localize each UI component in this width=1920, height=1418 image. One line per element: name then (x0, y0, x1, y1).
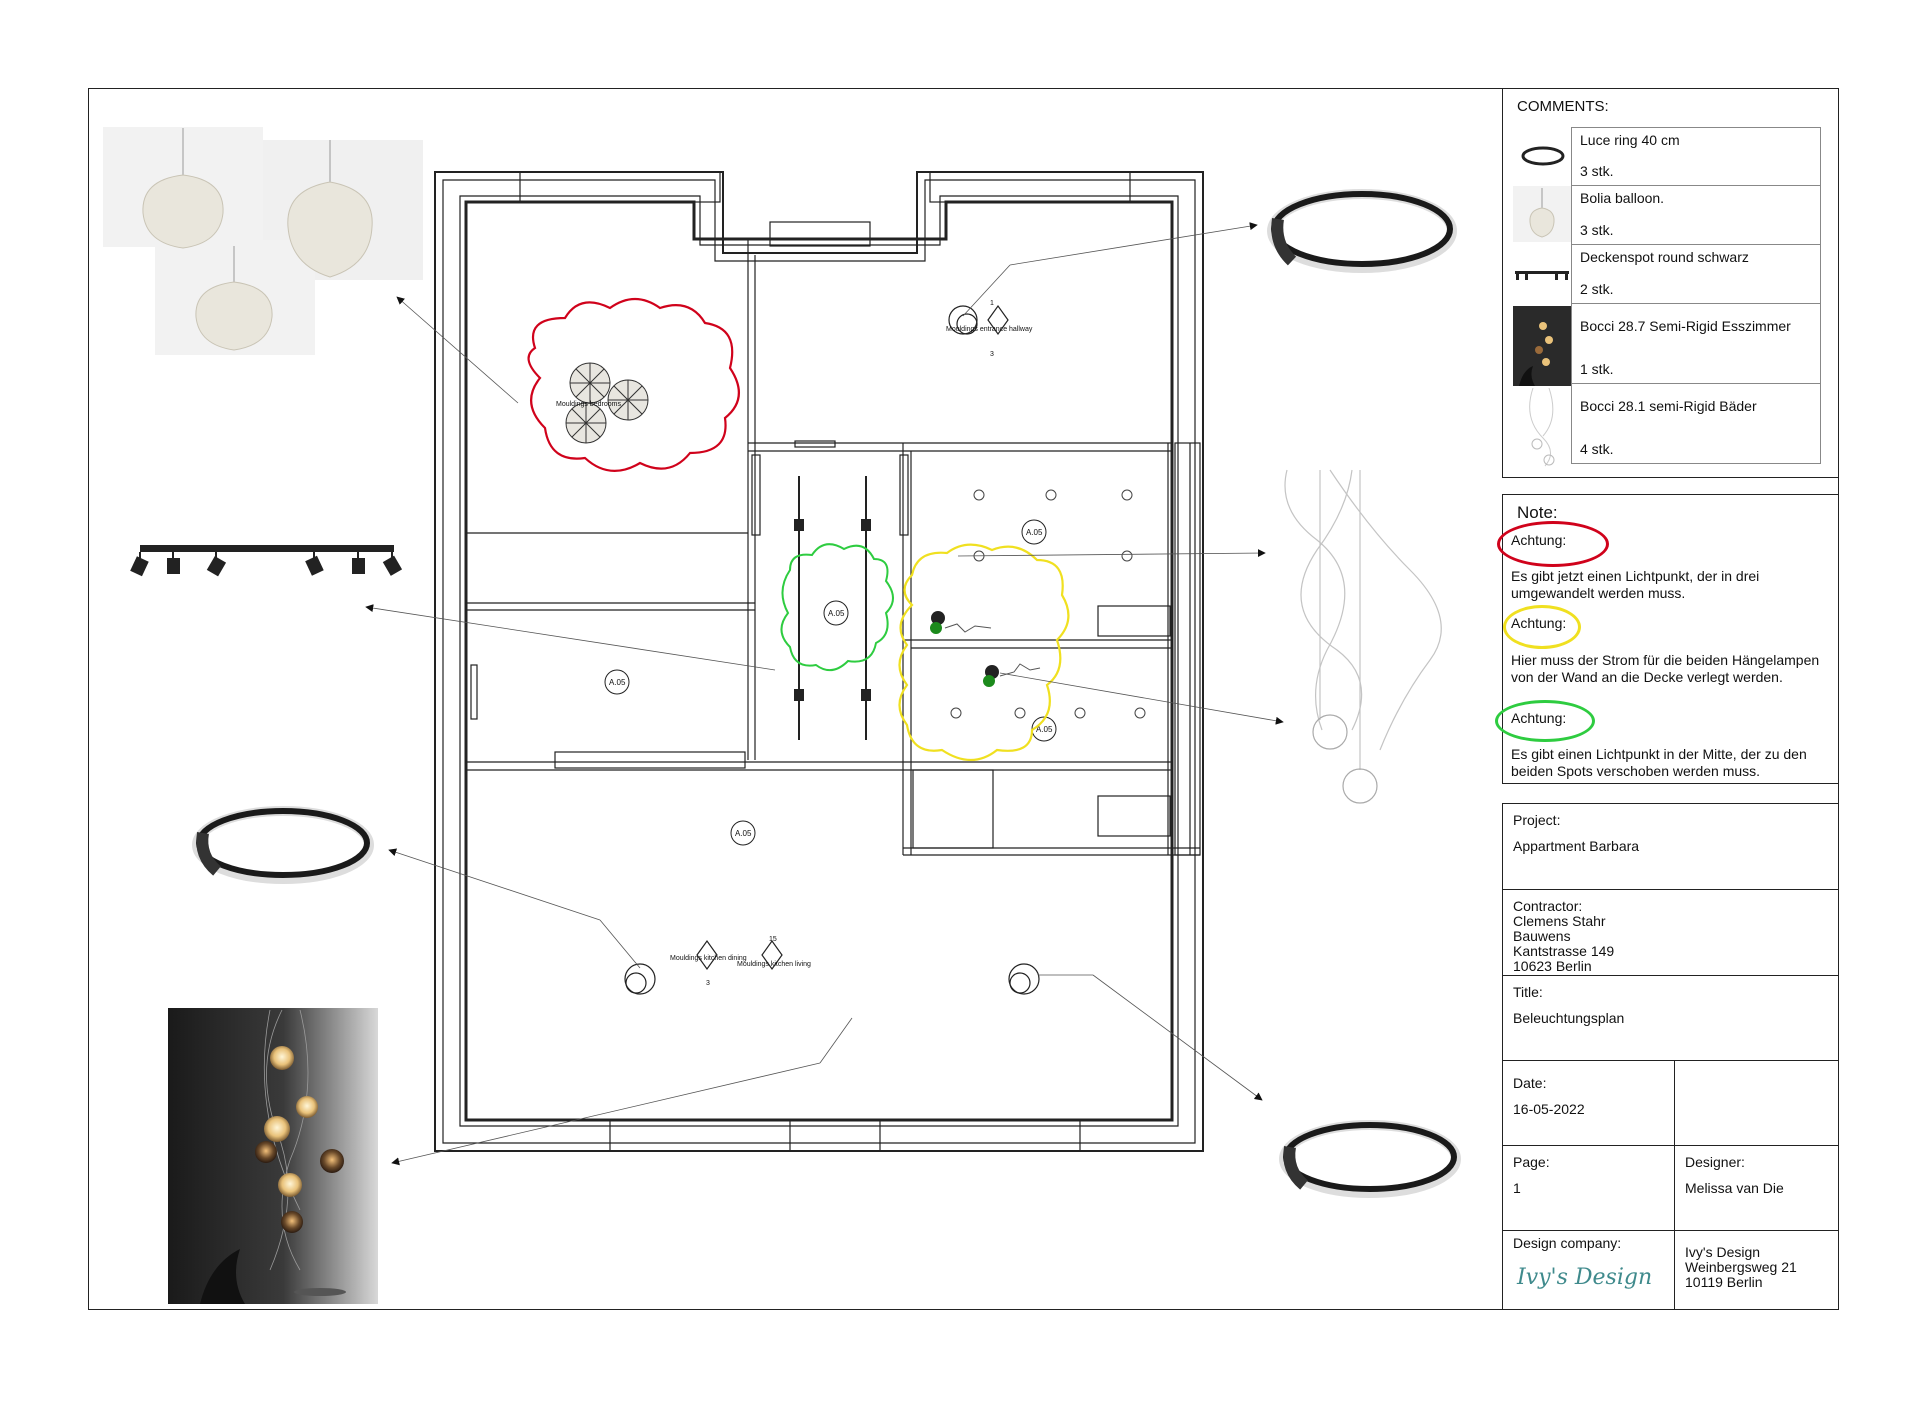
bolia-balloon-pendants-image (103, 127, 423, 355)
deckenspot-rail-image (130, 545, 402, 576)
title-cell (1502, 975, 1839, 1061)
company-signature-logo: Ivy's Design (1517, 1265, 1653, 1290)
comment-qty: 3 stk. (1580, 222, 1614, 238)
comments-title: COMMENTS: (1517, 98, 1609, 115)
title-block (1502, 803, 1839, 1310)
comment-row (1571, 127, 1821, 186)
ring-lamp-icon (1513, 136, 1571, 176)
comment-row (1571, 384, 1821, 464)
comment-qty: 2 stk. (1580, 281, 1614, 297)
date-value: 16-05-2022 (1513, 1101, 1585, 1117)
contractor-line: Clemens Stahr (1513, 913, 1606, 929)
title-label: Title: (1513, 984, 1543, 1000)
room-tag: A.05 (828, 609, 845, 618)
comment-qty: 4 stk. (1580, 441, 1614, 457)
luce-ring-image (1272, 194, 1452, 268)
contractor-cell (1502, 889, 1839, 976)
comment-qty: 3 stk. (1580, 163, 1614, 179)
comments-panel (1502, 88, 1839, 478)
bathroom-pendants (930, 611, 1040, 687)
note-panel (1502, 494, 1839, 784)
note-title: Note: (1517, 503, 1558, 522)
ceiling-lamp-symbols (625, 306, 1039, 994)
comment-name: Deckenspot round schwarz (1580, 249, 1749, 265)
project-value: Appartment Barbara (1513, 838, 1640, 854)
lamp-label: Mouldings kitchen dining (670, 955, 747, 962)
contractor-label: Contractor: (1513, 898, 1583, 914)
lamp-number: 3 (990, 351, 994, 358)
lamp-label: Mouldings bedrooms (556, 401, 621, 408)
project-cell (1502, 803, 1839, 890)
comment-row (1571, 245, 1821, 304)
company-label: Design company: (1513, 1235, 1622, 1251)
leader-arrows (366, 225, 1283, 1163)
room-tag: A.05 (1036, 725, 1053, 734)
company-cell (1502, 1230, 1675, 1310)
room-tag: A.05 (735, 829, 752, 838)
contractor-line: Kantstrasse 149 (1513, 943, 1615, 959)
designer-value: Melissa van Die (1685, 1180, 1784, 1196)
comment-row (1571, 304, 1821, 384)
title-value: Beleuchtungsplan (1513, 1010, 1625, 1026)
luce-ring-image (1284, 1125, 1456, 1193)
luce-ring-image (197, 811, 369, 879)
company-address-cell (1674, 1230, 1839, 1310)
bocci-wire-pendant-image (1285, 470, 1441, 803)
company-line: Ivy's Design (1685, 1244, 1761, 1260)
lamp-number: 15 (769, 936, 777, 943)
bocci-cluster-photo (168, 1008, 378, 1304)
spot-rail-icon (1513, 268, 1571, 282)
company-address (1685, 1245, 1797, 1290)
note-label: Achtung: (1511, 710, 1567, 726)
designer-label: Designer: (1685, 1154, 1745, 1170)
bocci-cluster-icon (1513, 306, 1571, 386)
date-cell (1502, 1060, 1675, 1146)
lamp-number: 1 (990, 300, 994, 307)
comment-name: Bolia balloon. (1580, 190, 1665, 206)
project-label: Project: (1513, 812, 1561, 828)
comments-table (1571, 127, 1821, 464)
page-label: Page: (1513, 1154, 1550, 1170)
note-label: Achtung: (1511, 532, 1567, 548)
designer-cell (1674, 1145, 1839, 1231)
contractor-line: Bauwens (1513, 928, 1571, 944)
empty-cell (1674, 1060, 1839, 1146)
lamp-label: Mouldings entrance hallway (946, 326, 1033, 333)
comment-name: Bocci 28.7 Semi-Rigid Esszimmer (1580, 318, 1791, 334)
company-line: Weinbergsweg 21 (1685, 1259, 1797, 1275)
room-tag: A.05 (1026, 528, 1043, 537)
note-text: Es gibt einen Lichtpunkt in der Mitte, der zu den beiden Spots verschoben werden muss. (1511, 746, 1807, 779)
date-label: Date: (1513, 1075, 1547, 1091)
page-cell (1502, 1145, 1675, 1231)
note-text: Es gibt jetzt einen Lichtpunkt, der in drei umgewandelt werden muss. (1511, 568, 1760, 601)
comment-name: Bocci 28.1 semi-Rigid Bäder (1580, 398, 1757, 414)
note-label: Achtung: (1511, 615, 1567, 631)
comment-row (1571, 186, 1821, 245)
comment-name: Luce ring 40 cm (1580, 132, 1680, 148)
bocci-wire-icon (1513, 388, 1571, 468)
contractor-line: 10623 Berlin (1513, 958, 1592, 974)
page-value: 1 (1513, 1180, 1521, 1196)
balloon-pendant-icon (1513, 186, 1571, 242)
lamp-label: Mouldings kitchen living (737, 961, 811, 968)
note-text: Hier muss der Strom für die beiden Hängelampen von der Wand an die Decke verlegt werden. (1511, 652, 1820, 685)
contractor-address (1513, 914, 1614, 974)
lamp-number: 3 (706, 980, 710, 987)
room-tag: A.05 (609, 678, 626, 687)
comment-qty: 1 stk. (1580, 361, 1614, 377)
company-line: 10119 Berlin (1685, 1274, 1763, 1290)
